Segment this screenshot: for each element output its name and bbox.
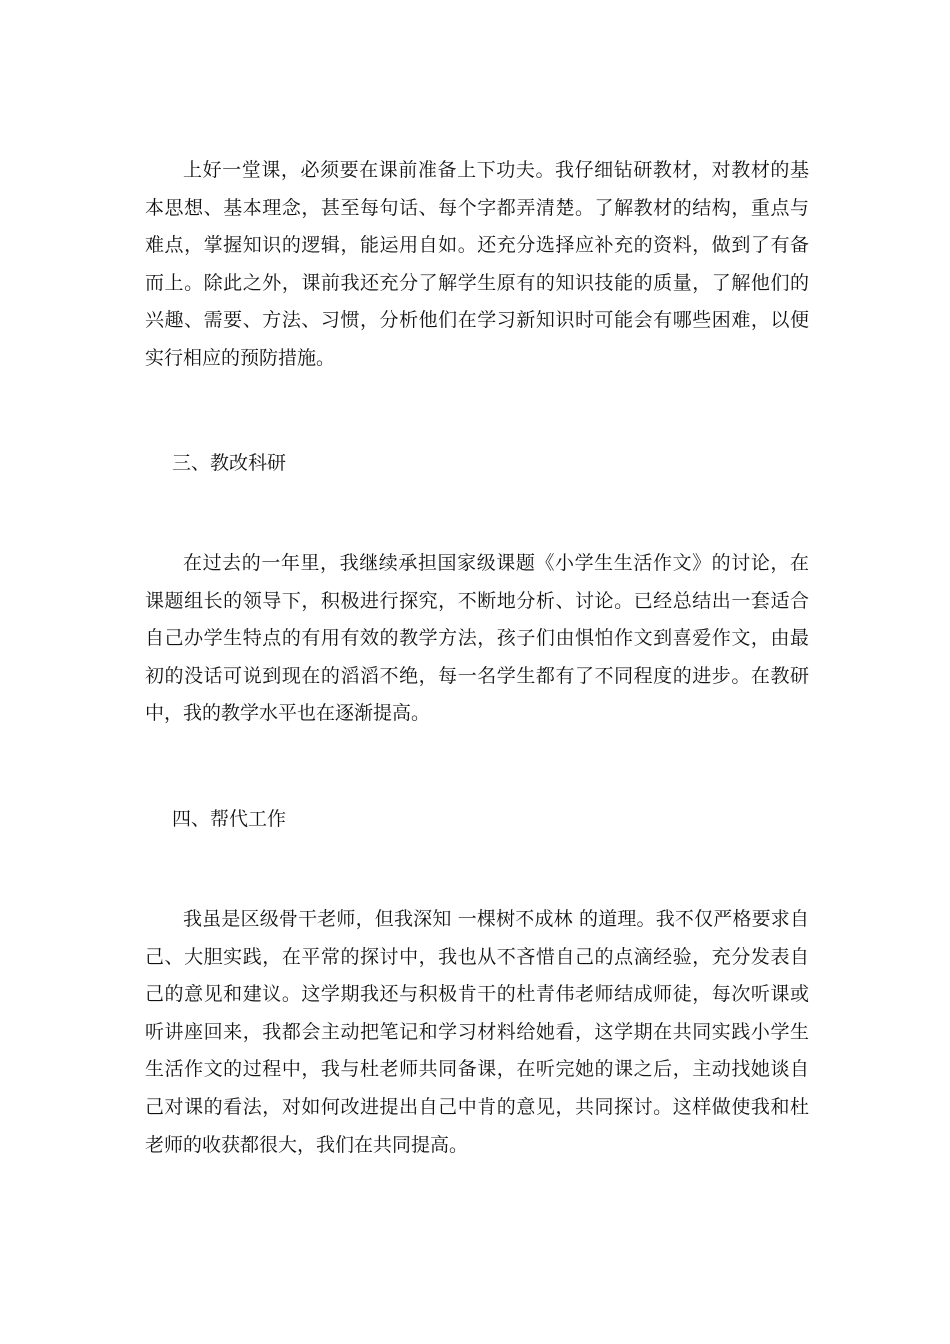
heading-mentoring-work: 四、帮代工作 bbox=[172, 808, 287, 830]
paragraph-research-project: 在过去的一年里，我继续承担国家级课题《小学生生活作文》的讨论，在课题组长的领导下，积极进行探究，不断地分析、讨论。已经总结出一套适合自己办学生特点的有用有效的教学方法，孩子们由惧怕作文到喜爱作文，由最初的没话可说到现在的滔滔不绝，每一名学生都有了不同程度的进步。在教研中，我的教学水平也在逐渐提高。 bbox=[145, 552, 809, 725]
paragraph-mentoring: 我虽是区级骨干老师，但我深知 一棵树不成林 的道理。我不仅严格要求自己、大胆实践，在平常的探讨中，我也从不吝惜自己的点滴经验，充分发表自己的意见和建议。这学期我还与积极肯干的杜青伟老师结成师徒，每次听课或听讲座回来，我都会主动把笔记和学习材料给她看，这学期在共同实践小学生生活作文的过程中，我与杜老师共同备课，在听完她的课之后，主动找她谈自己对课的看法，对如何改进提出自己中肯的意见，共同探讨。这样做使我和杜老师的收获都很大，我们在共同提高。 bbox=[145, 908, 809, 1156]
heading-teaching-research: 三、教改科研 bbox=[172, 452, 287, 474]
paragraph-lesson-preparation: 上好一堂课，必须要在课前准备上下功夫。我仔细钻研教材，对教材的基本思想、基本理念，甚至每句话、每个字都弄清楚。了解教材的结构，重点与难点，掌握知识的逻辑，能运用自如。还充分选择应补充的资料，做到了有备而上。除此之外，课前我还充分了解学生原有的知识技能的质量，了解他们的兴趣、需要、方法、习惯，分析他们在学习新知识时可能会有哪些困难，以便实行相应的预防措施。 bbox=[145, 159, 809, 369]
